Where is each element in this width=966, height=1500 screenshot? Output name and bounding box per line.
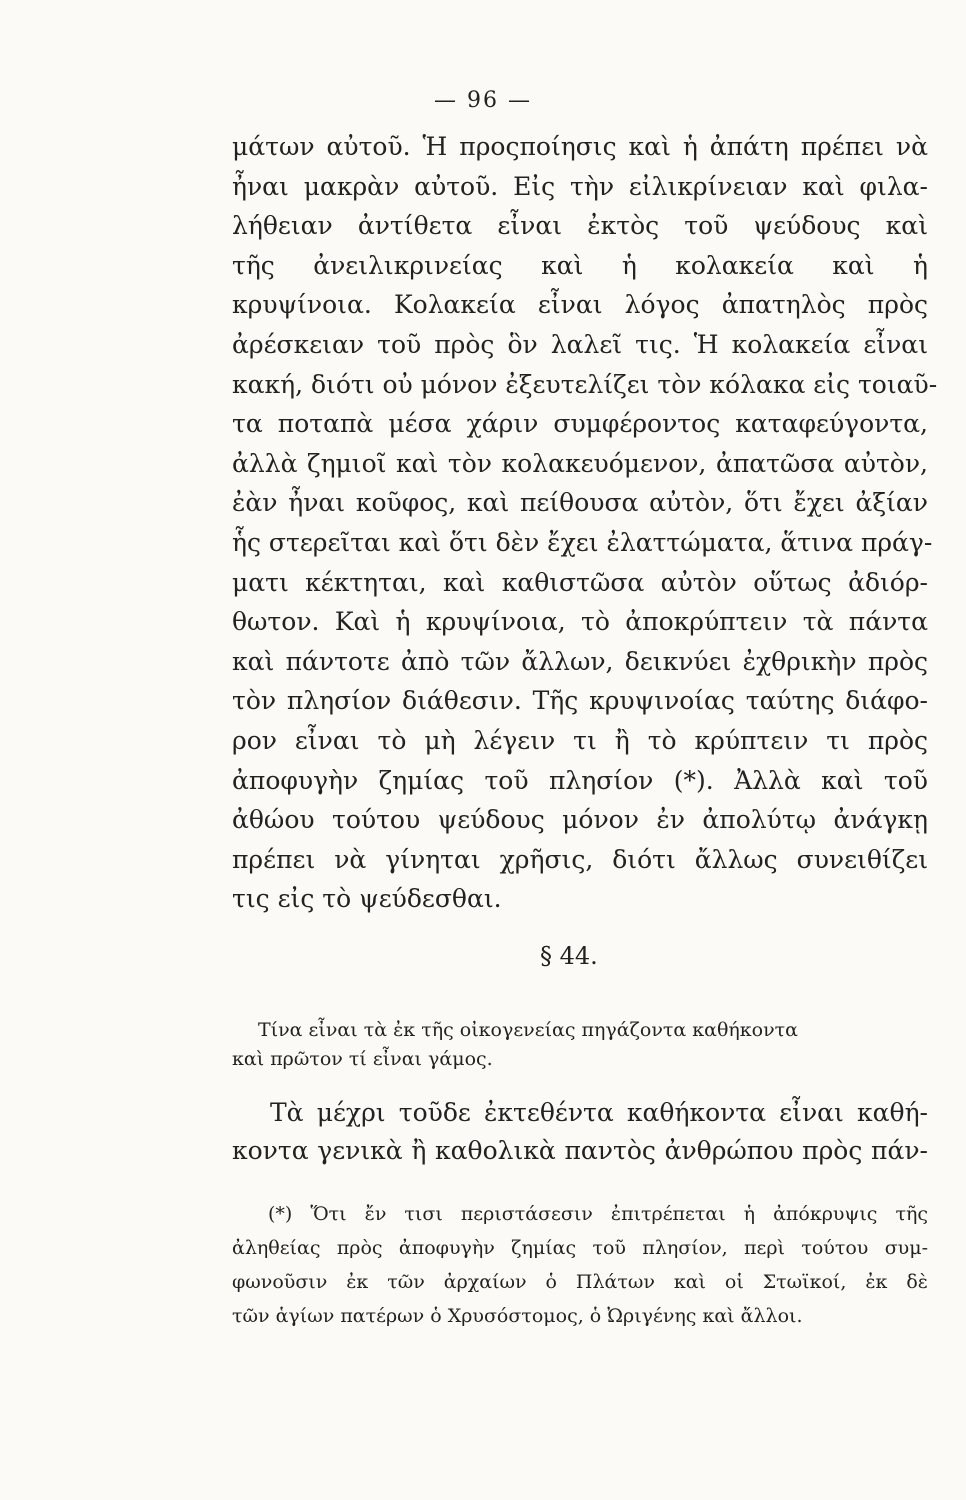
body-line: λήθειαν ἀντίθετα εἶναι ἐκτὸς τοῦ ψεύδους καὶ <box>232 211 928 241</box>
section-subtitle <box>232 1016 928 1074</box>
footnote-line: ἀληθείας πρὸς ἀποφυγὴν ζημίας τοῦ πλησίον, περὶ τούτου συμ- <box>232 1237 928 1259</box>
section-text-line: Τὰ μέχρι τοῦδε ἐκτεθέντα καθήκοντα εἶναι καθή- <box>270 1098 928 1127</box>
body-line: ἀθώου τούτου ψεύδους μόνον ἐν ἀπολύτῳ ἀνάγκῃ <box>232 805 928 835</box>
footnote-line: φωνοῦσιν ἐκ τῶν ἀρχαίων ὁ Πλάτων καὶ οἱ Στωϊκοί, ἐκ δὲ <box>232 1271 928 1293</box>
body-line: ἦναι μακρὰν αὐτοῦ. Εἰς τὴν εἰλικρίνειαν καὶ φιλα- <box>232 171 928 201</box>
body-line: τα ποταπὰ μέσα χάριν συμφέροντος καταφεύγοντα, <box>232 409 928 439</box>
body-line: καὶ πάντοτε ἀπὸ τῶν ἄλλων, δεικνύει ἐχθρικὴν πρὸς <box>232 646 928 676</box>
body-line: κακή, διότι οὐ μόνον ἐξευτελίζει τὸν κόλακα εἰς τοιαῦ- <box>232 369 938 399</box>
body-line: ἧς στερεῖται καὶ ὅτι δὲν ἔχει ἐλαττώματα, ἅτινα πράγ- <box>232 527 933 557</box>
section-heading: § 44. <box>540 942 598 970</box>
body-line: τῆς ἀνειλικρινείας καὶ ἡ κολακεία καὶ ἡ <box>232 250 928 280</box>
body-line: τις εἰς τὸ ψεύδεσθαι. <box>232 884 502 914</box>
footnote-line: τῶν ἁγίων πατέρων ὁ Χρυσόστομος, ὁ Ὠριγένης καὶ ἄλλοι. <box>232 1305 803 1327</box>
body-line: ἐὰν ἦναι κοῦφος, καὶ πείθουσα αὐτὸν, ὅτι ἔχει ἀξίαν <box>232 488 928 518</box>
section-subtitle-line: Τίνα εἶναι τὰ ἐκ τῆς οἰκογενείας πηγάζοντα καθήκοντα <box>258 1019 798 1041</box>
footnote <box>232 1197 928 1333</box>
body-line: ἀποφυγὴν ζημίας τοῦ πλησίον (*). Ἀλλὰ καὶ τοῦ <box>232 765 928 795</box>
body-line: πρέπει νὰ γίνηται χρῆσις, διότι ἄλλως συνειθίζει <box>232 844 928 874</box>
body-line: ματι κέκτηται, καὶ καθιστῶσα αὐτὸν οὕτως ἀδιόρ- <box>232 567 928 597</box>
body-line: ἀλλὰ ζημιοῖ καὶ τὸν κολακευόμενον, ἀπατῶσα αὐτὸν, <box>232 448 928 478</box>
body-line: κρυψίνοια. Κολακεία εἶναι λόγος ἀπατηλὸς πρὸς <box>232 290 928 320</box>
footnote-line: (*) Ὅτι ἔν τισι περιστάσεσιν ἐπιτρέπεται ἡ ἀπόκρυψις τῆς <box>268 1203 928 1225</box>
body-line: μάτων αὐτοῦ. Ἡ προςποίησις καὶ ἡ ἀπάτη πρέπει νὰ <box>232 132 928 161</box>
body-line: θωτον. Καὶ ἡ κρυψίνοια, τὸ ἀποκρύπτειν τὰ πάντα <box>232 607 928 637</box>
body-line: ἀρέσκειαν τοῦ πρὸς ὃν λαλεῖ τις. Ἡ κολακεία εἶναι <box>232 329 928 359</box>
section-subtitle-line: καὶ πρῶτον τί εἶναι γάμος. <box>232 1048 493 1070</box>
section-text-line: κοντα γενικὰ ἢ καθολικὰ παντὸς ἀνθρώπου πρὸς πάν- <box>232 1136 928 1165</box>
body-line: ρον εἶναι τὸ μὴ λέγειν τι ἢ τὸ κρύπτειν τι πρὸς <box>232 725 928 755</box>
body-text <box>232 127 938 919</box>
body-line: τὸν πλησίον διάθεσιν. Τῆς κρυψινοίας ταύτης διάφο- <box>232 686 928 716</box>
page-number: — 96 — <box>434 88 532 113</box>
section-text <box>232 1094 928 1170</box>
